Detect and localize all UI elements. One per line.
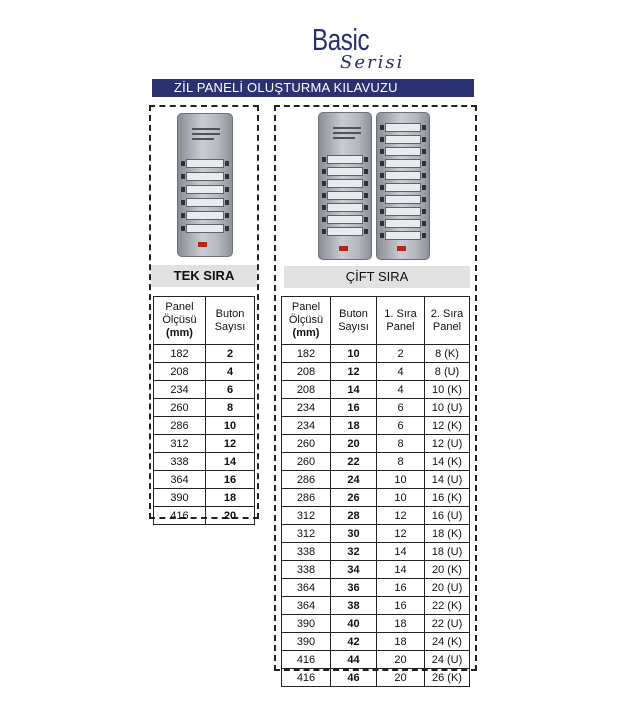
double-doorbell-panel-left-image (318, 112, 372, 260)
table-cell: 16 (K) (425, 489, 470, 507)
table-cell: 312 (282, 507, 331, 525)
table-row (282, 381, 470, 399)
table-cell: 32 (331, 543, 377, 561)
table-cell: 312 (282, 525, 331, 543)
table-row (282, 345, 470, 363)
table-row (282, 453, 470, 471)
table-row (282, 633, 470, 651)
table-cell: 20 (377, 651, 425, 669)
table-row (282, 669, 470, 687)
basic-serisi-logo (312, 22, 422, 82)
table-cell: 12 (206, 435, 255, 453)
table-row (282, 399, 470, 417)
table-cell: 22 (U) (425, 615, 470, 633)
table-row (282, 417, 470, 435)
table-row (154, 435, 255, 453)
table-cell: 2 (377, 345, 425, 363)
table-cell: 12 (U) (425, 435, 470, 453)
table-cell: 6 (206, 381, 255, 399)
table-cell: 30 (331, 525, 377, 543)
table-cell: 26 (331, 489, 377, 507)
table-row (154, 471, 255, 489)
table-cell: 390 (282, 615, 331, 633)
table-cell: 38 (331, 597, 377, 615)
single-doorbell-panel-image (177, 113, 233, 257)
table-cell: 8 (377, 435, 425, 453)
table-cell: 10 (377, 489, 425, 507)
table-row (154, 345, 255, 363)
table-cell: 12 (331, 363, 377, 381)
table-cell: 338 (282, 543, 331, 561)
table-row (154, 381, 255, 399)
header-button-count: Buton Sayısı (331, 297, 377, 345)
table-cell: 416 (282, 651, 331, 669)
logo-serisi-text: Serisi (340, 52, 405, 73)
table-row (282, 363, 470, 381)
table-cell: 12 (377, 525, 425, 543)
table-cell: 260 (154, 399, 206, 417)
table-row (282, 579, 470, 597)
single-row-table (153, 296, 255, 525)
header-panel-size: Panel Ölçüsü (mm) (154, 297, 206, 345)
table-cell: 416 (154, 507, 206, 525)
table-cell: 364 (282, 597, 331, 615)
table-cell: 234 (282, 399, 331, 417)
single-row-label: TEK SIRA (151, 265, 257, 287)
table-cell: 390 (282, 633, 331, 651)
table-cell: 40 (331, 615, 377, 633)
table-cell: 4 (206, 363, 255, 381)
table-row (282, 543, 470, 561)
table-row (282, 525, 470, 543)
table-cell: 16 (377, 579, 425, 597)
table-cell: 22 (331, 453, 377, 471)
table-cell: 14 (206, 453, 255, 471)
table-cell: 208 (282, 363, 331, 381)
table-row (282, 507, 470, 525)
table-cell: 20 (206, 507, 255, 525)
table-row (282, 561, 470, 579)
table-cell: 16 (331, 399, 377, 417)
double-doorbell-panel-right-image (376, 112, 430, 260)
table-cell: 182 (282, 345, 331, 363)
table-cell: 24 (K) (425, 633, 470, 651)
table-cell: 234 (154, 381, 206, 399)
table-row (282, 489, 470, 507)
table-cell: 20 (K) (425, 561, 470, 579)
table-row (282, 615, 470, 633)
table-cell: 24 (331, 471, 377, 489)
table-cell: 14 (331, 381, 377, 399)
table-cell: 14 (377, 561, 425, 579)
table-cell: 364 (282, 579, 331, 597)
table-cell: 20 (U) (425, 579, 470, 597)
table-cell: 10 (206, 417, 255, 435)
table-cell: 208 (282, 381, 331, 399)
header-button-count: Buton Sayısı (206, 297, 255, 345)
table-cell: 18 (K) (425, 525, 470, 543)
table-cell: 24 (U) (425, 651, 470, 669)
table-cell: 260 (282, 435, 331, 453)
table-cell: 8 (U) (425, 363, 470, 381)
table-cell: 6 (377, 417, 425, 435)
table-cell: 416 (282, 669, 331, 687)
table-cell: 18 (U) (425, 543, 470, 561)
table-cell: 16 (U) (425, 507, 470, 525)
table-cell: 44 (331, 651, 377, 669)
double-row-table (281, 296, 470, 687)
table-cell: 10 (K) (425, 381, 470, 399)
table-cell: 2 (206, 345, 255, 363)
table-row (154, 489, 255, 507)
table-cell: 10 (331, 345, 377, 363)
table-cell: 4 (377, 381, 425, 399)
table-cell: 286 (282, 489, 331, 507)
table-cell: 42 (331, 633, 377, 651)
header-second-row-panel: 2. Sıra Panel (425, 297, 470, 345)
table-cell: 390 (154, 489, 206, 507)
table-cell: 26 (K) (425, 669, 470, 687)
table-cell: 18 (206, 489, 255, 507)
table-cell: 286 (282, 471, 331, 489)
header-first-row-panel: 1. Sıra Panel (377, 297, 425, 345)
table-cell: 12 (K) (425, 417, 470, 435)
table-cell: 208 (154, 363, 206, 381)
table-row (282, 471, 470, 489)
logo-basic-text: Basic (312, 22, 370, 57)
table-cell: 338 (154, 453, 206, 471)
table-cell: 28 (331, 507, 377, 525)
table-cell: 10 (U) (425, 399, 470, 417)
table-cell: 8 (K) (425, 345, 470, 363)
table-cell: 364 (154, 471, 206, 489)
table-row (282, 651, 470, 669)
table-row (282, 435, 470, 453)
guide-title-banner: ZİL PANELİ OLUŞTURMA KILAVUZU (152, 79, 474, 97)
table-cell: 20 (377, 669, 425, 687)
table-row (154, 363, 255, 381)
table-cell: 12 (377, 507, 425, 525)
table-row (154, 399, 255, 417)
table-row (154, 453, 255, 471)
table-cell: 20 (331, 435, 377, 453)
table-cell: 4 (377, 363, 425, 381)
table-cell: 18 (377, 633, 425, 651)
table-cell: 312 (154, 435, 206, 453)
table-cell: 6 (377, 399, 425, 417)
table-cell: 36 (331, 579, 377, 597)
table-cell: 34 (331, 561, 377, 579)
table-cell: 286 (154, 417, 206, 435)
table-cell: 18 (377, 615, 425, 633)
table-cell: 260 (282, 453, 331, 471)
table-cell: 182 (154, 345, 206, 363)
table-cell: 22 (K) (425, 597, 470, 615)
header-panel-size: Panel Ölçüsü (mm) (282, 297, 331, 345)
table-cell: 8 (377, 453, 425, 471)
table-row (282, 597, 470, 615)
table-cell: 8 (206, 399, 255, 417)
table-cell: 16 (206, 471, 255, 489)
table-cell: 338 (282, 561, 331, 579)
table-row (154, 417, 255, 435)
table-cell: 14 (377, 543, 425, 561)
table-cell: 10 (377, 471, 425, 489)
table-cell: 16 (377, 597, 425, 615)
table-cell: 46 (331, 669, 377, 687)
table-cell: 234 (282, 417, 331, 435)
double-row-label: ÇİFT SIRA (284, 266, 470, 288)
table-cell: 14 (U) (425, 471, 470, 489)
table-cell: 14 (K) (425, 453, 470, 471)
table-cell: 18 (331, 417, 377, 435)
table-row (154, 507, 255, 525)
